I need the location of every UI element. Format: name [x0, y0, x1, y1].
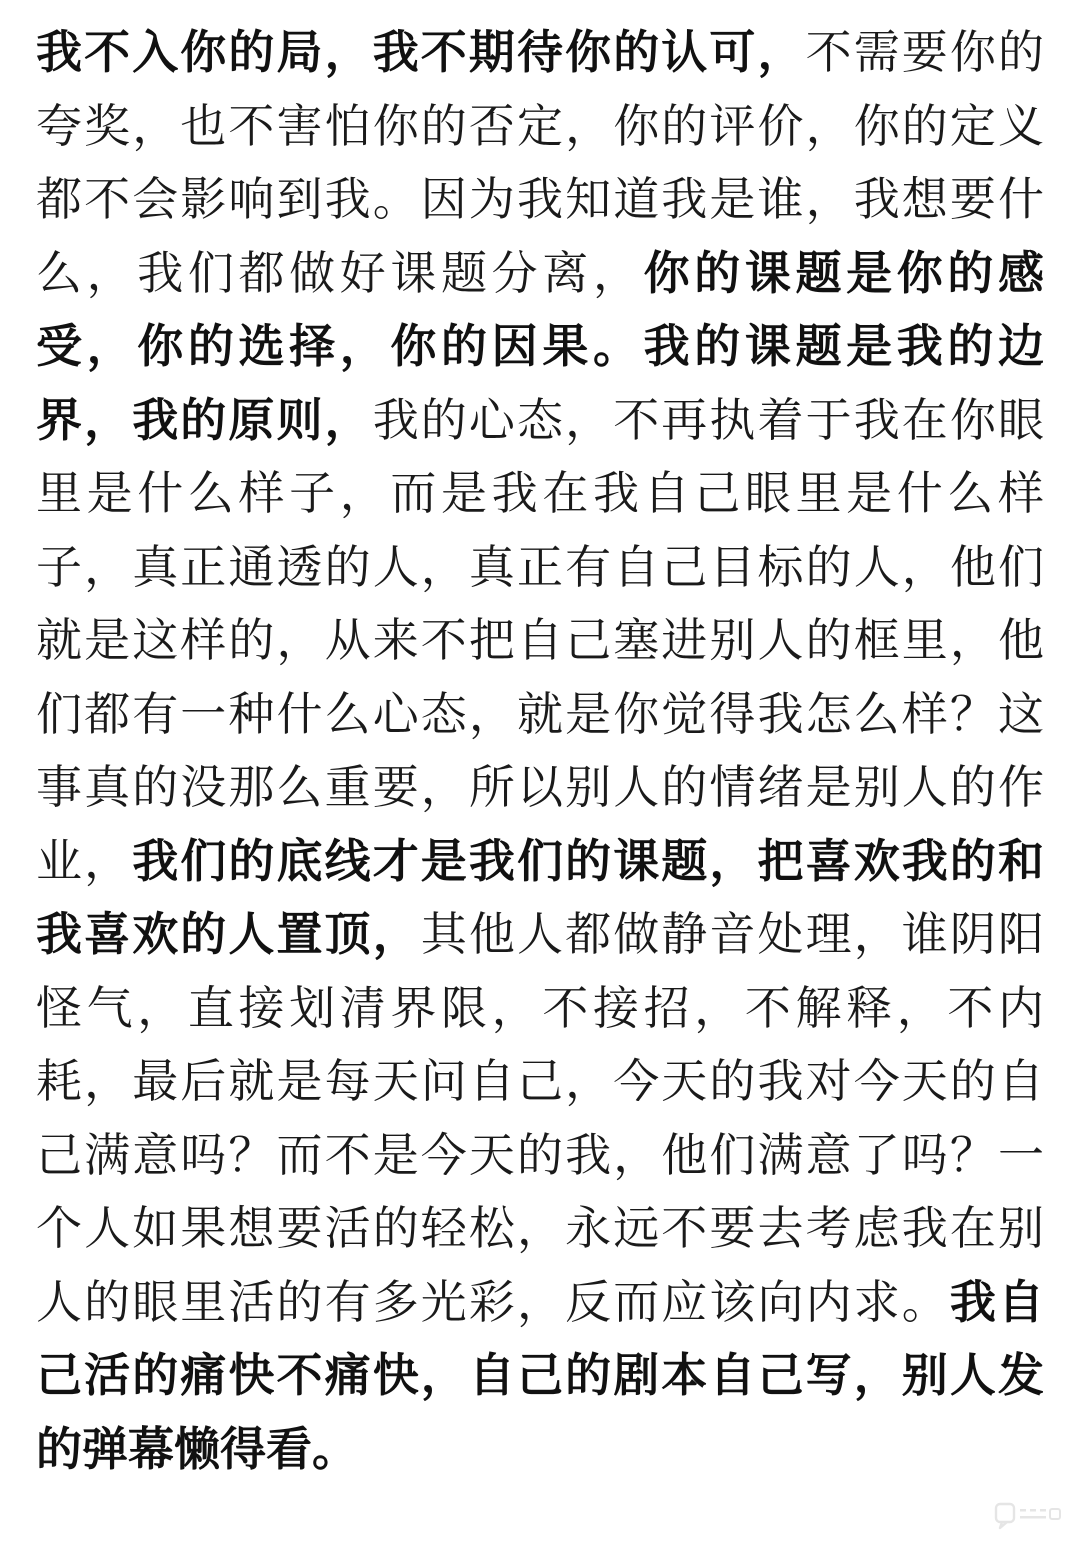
text-segment: 你的课题是你的感受，你的选择，你的因果。我的课题是我的边界，我的原则，	[36, 245, 1045, 447]
text-segment: 我的心态，不再执着于我在你眼里是什么样子，而是我在我自己眼里是什么样子，真正通透的人，真正有自己目标的人，他们就是这样的，从来不把自己塞进别人的框里，他们都有一种什么心态，就是你觉得我怎么样？这事真的没那么重要，所以别人的情绪是别人的作业，	[36, 392, 1045, 888]
watermark	[994, 1501, 1064, 1531]
text-segment: 我自己活的痛快不痛快，自己的剧本自己写，别人发的弹幕懒得看。	[36, 1274, 1045, 1476]
text-segment: 不需要你的夸奖，也不害怕你的否定，你的评价，你的定义都不会影响到我。因为我知道我是谁，我想要什么，我们都做好课题分离，	[36, 25, 1045, 300]
text-segment: 我们的底线才是我们的课题，把喜欢我的和我喜欢的人置顶，	[36, 833, 1045, 961]
text-segment: 我不入你的局，我不期待你的认可，	[36, 25, 806, 79]
chat-bubble-icon	[994, 1501, 1064, 1531]
post-text	[36, 16, 1044, 1486]
text-segment: 其他人都做静音处理，谁阴阳怪气，直接划清界限，不接招，不解释，不内耗，最后就是每天问自己，今天的我对今天的自己满意吗？而不是今天的我，他们满意了吗？一个人如果想要活的轻松，永远不要去考虑我在别人的眼里活的有多光彩，反而应该向内求。	[36, 907, 1045, 1329]
